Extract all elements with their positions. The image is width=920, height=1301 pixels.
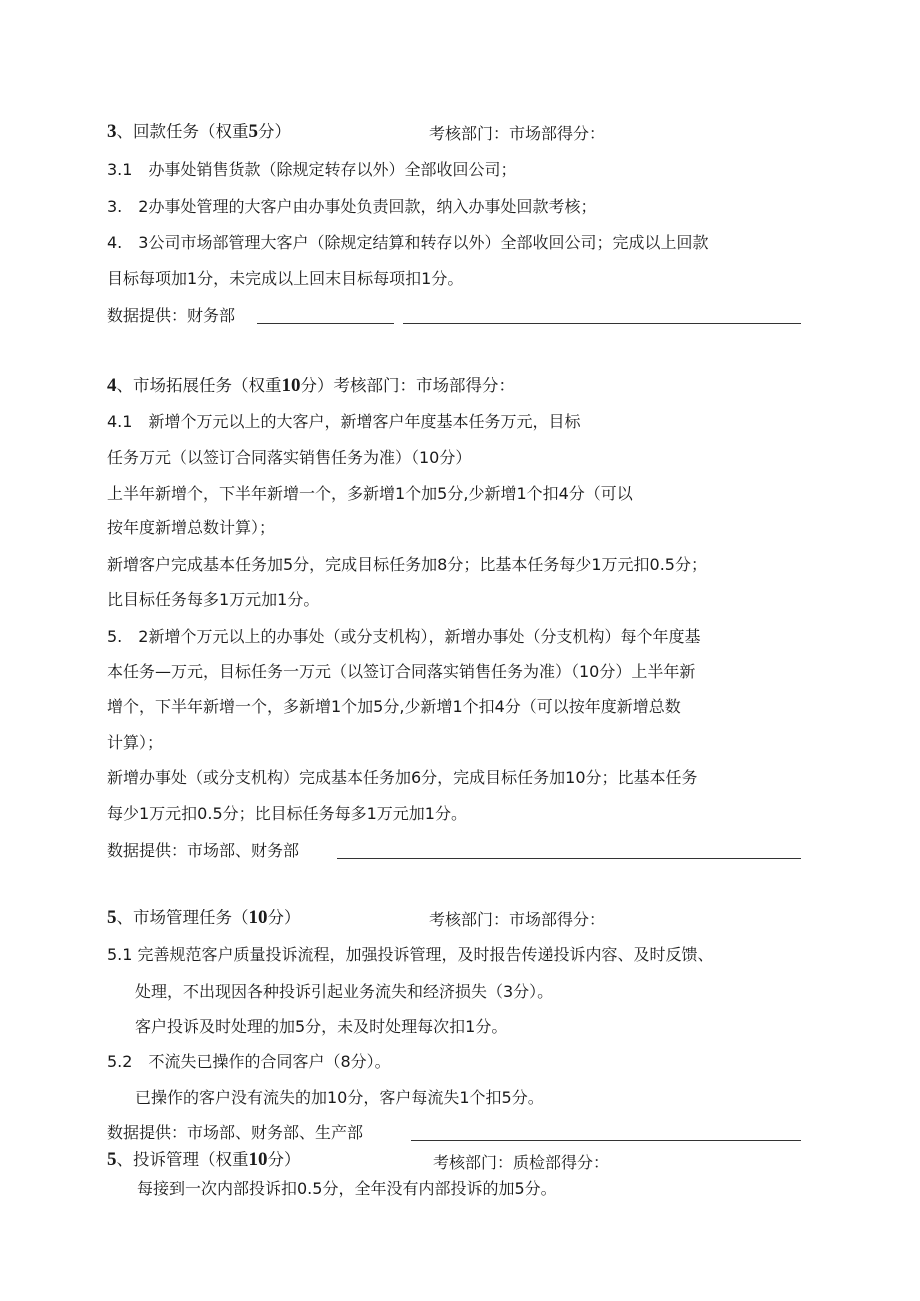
signature-line — [403, 323, 801, 324]
s3-line-4: 目标每项加1分，未完成以上回末目标每项扣1分。 — [107, 269, 464, 288]
s4-line-6: 比目标任务每多1万元加1分。 — [107, 590, 320, 609]
s3-line-3: 4. 3公司市场部管理大客户（除规定结算和转存以外）全部收回公司；完成以上回款 — [107, 233, 709, 252]
s5-line-4: 5.2 不流失已操作的合同客户（8分）。 — [107, 1052, 391, 1071]
signature-line — [337, 858, 801, 859]
s6-line-1: 每接到一次内部投诉扣0.5分，全年没有内部投诉的加5分。 — [137, 1179, 557, 1198]
s4-line-12: 每少1万元扣0.5分；比目标任务每多1万元加1分。 — [107, 804, 467, 823]
s4-line-10: 计算）； — [107, 733, 164, 752]
s5-line-2: 处理，不出现因各种投诉引起业务流失和经济损失（3分）。 — [135, 982, 554, 1001]
s4-line-4: 按年度新增总数计算）； — [107, 518, 276, 537]
s5-data-source: 数据提供：市场部、财务部、生产部 — [107, 1123, 364, 1142]
signature-line — [257, 323, 394, 324]
s5-line-5: 已操作的客户没有流失的加10分，客户每流失1个扣5分。 — [135, 1088, 544, 1107]
section-6-heading: 5、投诉管理（权重10分） — [107, 1149, 301, 1170]
signature-line — [411, 1140, 801, 1141]
s5-line-1: 5.1 完善规范客户质量投诉流程，加强投诉管理，及时报告传递投诉内容、及时反馈、 — [107, 945, 714, 964]
s4-line-7: 5. 2新增个万元以上的办事处（或分支机构），新增办事处（分支机构）每个年度基 — [107, 627, 701, 646]
s4-line-5: 新增客户完成基本任务加5分，完成目标任务加8分；比基本任务每少1万元扣0.5分； — [107, 555, 707, 574]
s5-line-3: 客户投诉及时处理的加5分，未及时处理每次扣1分。 — [135, 1017, 508, 1036]
s4-data-source: 数据提供：市场部、财务部 — [107, 841, 300, 860]
section-4-heading: 4、市场拓展任务（权重10分）考核部门：市场部得分： — [107, 375, 515, 396]
s4-line-1: 4.1 新增个万元以上的大客户，新增客户年度基本任务万元，目标 — [107, 412, 581, 431]
s4-line-8: 本任务—万元，目标任务一万元（以签订合同落实销售任务为准）（10分）上半年新 — [107, 662, 696, 681]
s3-line-1: 3.1 办事处销售货款（除规定转存以外）全部收回公司； — [107, 160, 517, 179]
s4-line-11: 新增办事处（或分支机构）完成基本任务加6分，完成目标任务加10分；比基本任务 — [107, 768, 698, 787]
s4-line-2: 任务万元（以签订合同落实销售任务为准）（10分） — [107, 448, 472, 467]
section-6-dept: 考核部门：质检部得分： — [433, 1153, 610, 1172]
s4-line-9: 增个，下半年新增一个，多新增1个加5分,少新增1个扣4分（可以按年度新增总数 — [107, 697, 681, 716]
section-5-heading: 5、市场管理任务（10分） — [107, 907, 301, 928]
s4-line-3: 上半年新增个，下半年新增一个，多新增1个加5分,少新增1个扣4分（可以 — [107, 484, 633, 503]
section-5-dept: 考核部门：市场部得分： — [429, 910, 606, 929]
s3-data-source: 数据提供：财务部 — [107, 306, 236, 325]
section-3-heading: 3、回款任务（权重5分） — [107, 121, 291, 142]
section-3-dept: 考核部门：市场部得分： — [429, 124, 606, 143]
s3-line-2: 3. 2办事处管理的大客户由办事处负责回款，纳入办事处回款考核； — [107, 197, 597, 216]
